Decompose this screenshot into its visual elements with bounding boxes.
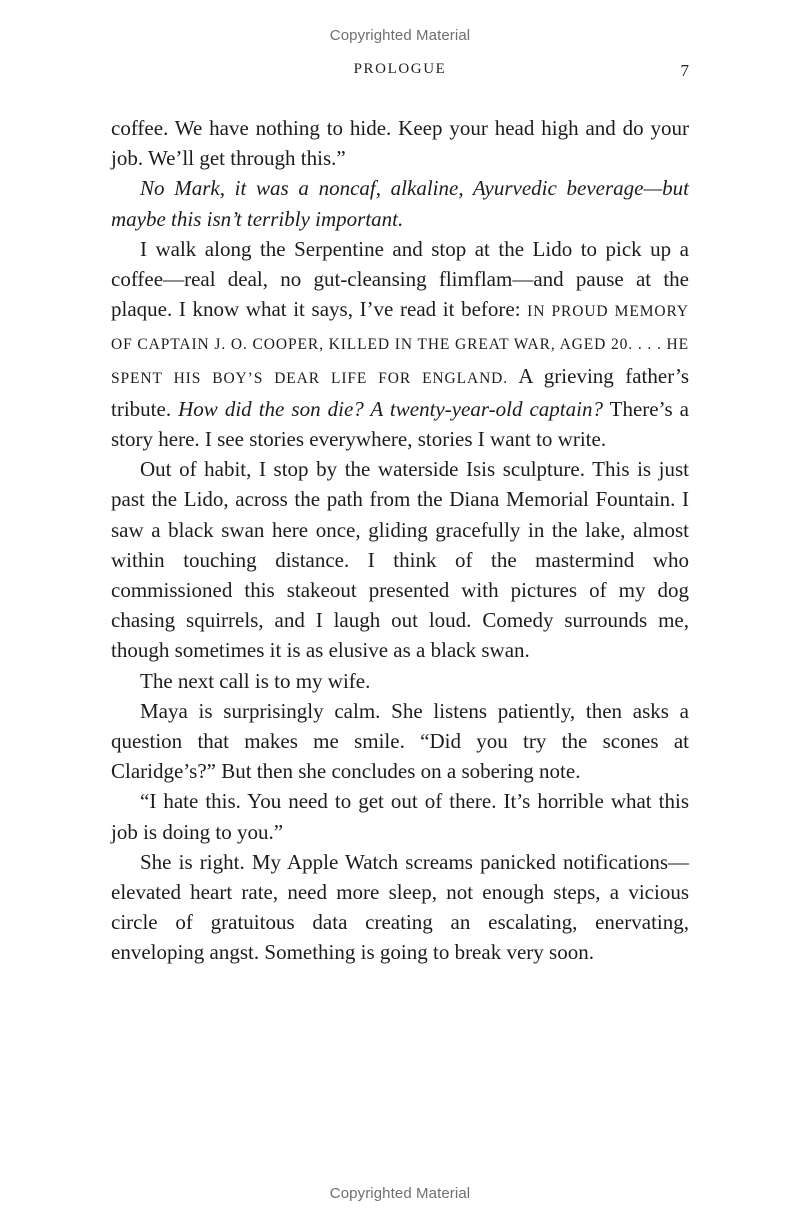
paragraph-isis-sculpture: Out of habit, I stop by the waterside Isis sculpture. This is just past the Lido, across the path from the Diana Memorial Fountain. I saw a black swan here once, gliding gracefully in the lake, almost within touching distance. I think of the mastermind who commissioned this stakeout presented with pictures of my dog chasing squirrels, and I laugh out loud. Comedy surrounds me, though sometimes it is as elusive as a black swan.: [111, 457, 689, 663]
italic-question: How did the son die? A twenty-year-old captain?: [178, 396, 603, 421]
text-run: There’s a story here. I see stories everywhere, stories I want to write.: [111, 396, 689, 452]
copyright-watermark-bottom: Copyrighted Material: [329, 1185, 471, 1202]
paragraph-serpentine: [111, 234, 689, 454]
text-run: A grieving father’s tribute.: [111, 363, 689, 421]
running-title: PROLOGUE: [353, 61, 447, 77]
paragraph-quote: “I hate this. You need to get out of there. It’s horrible what this job is doing to you.”: [111, 789, 689, 844]
paragraph-continuation: coffee. We have nothing to hide. Keep your head high and do your job. We’ll get through this.”: [111, 116, 689, 171]
paragraph-italic-thought: [111, 173, 689, 233]
italic-thought: No Mark, it was a noncaf, alkaline, Ayurvedic beverage—but maybe this isn’t terribly important.: [111, 176, 689, 231]
running-head: [111, 61, 689, 83]
paragraph-apple-watch: She is right. My Apple Watch screams panicked notifications—elevated heart rate, need more sleep, not enough steps, a vicious circle of gratuitous data creating an escalating, enervating, enveloping angst. Something is going to break very soon.: [111, 849, 689, 965]
paragraph-next-call: The next call is to my wife.: [140, 668, 371, 693]
plaque-inscription: IN PROUD MEMORY OF CAPTAIN J. O. COOPER, KILLED IN THE GREAT WAR, AGED 20. . . . HE SPENT HIS BOY’S DEAR LIFE FOR ENGLAND.: [111, 303, 689, 387]
text-run: I walk along the Serpentine and stop at the Lido to pick up a coffee—real deal, no gut-cleansing flimflam—and pause at the plaque. I know what it says, I’ve read it before:: [111, 236, 689, 322]
page-number: 7: [680, 61, 689, 80]
copyright-watermark-top: Copyrighted Material: [329, 27, 471, 44]
paragraph-maya: Maya is surprisingly calm. She listens patiently, then asks a question that makes me smile. “Did you try the scones at Claridge’s?” But then she concludes on a sobering note.: [111, 698, 689, 784]
body-text: [111, 113, 689, 968]
